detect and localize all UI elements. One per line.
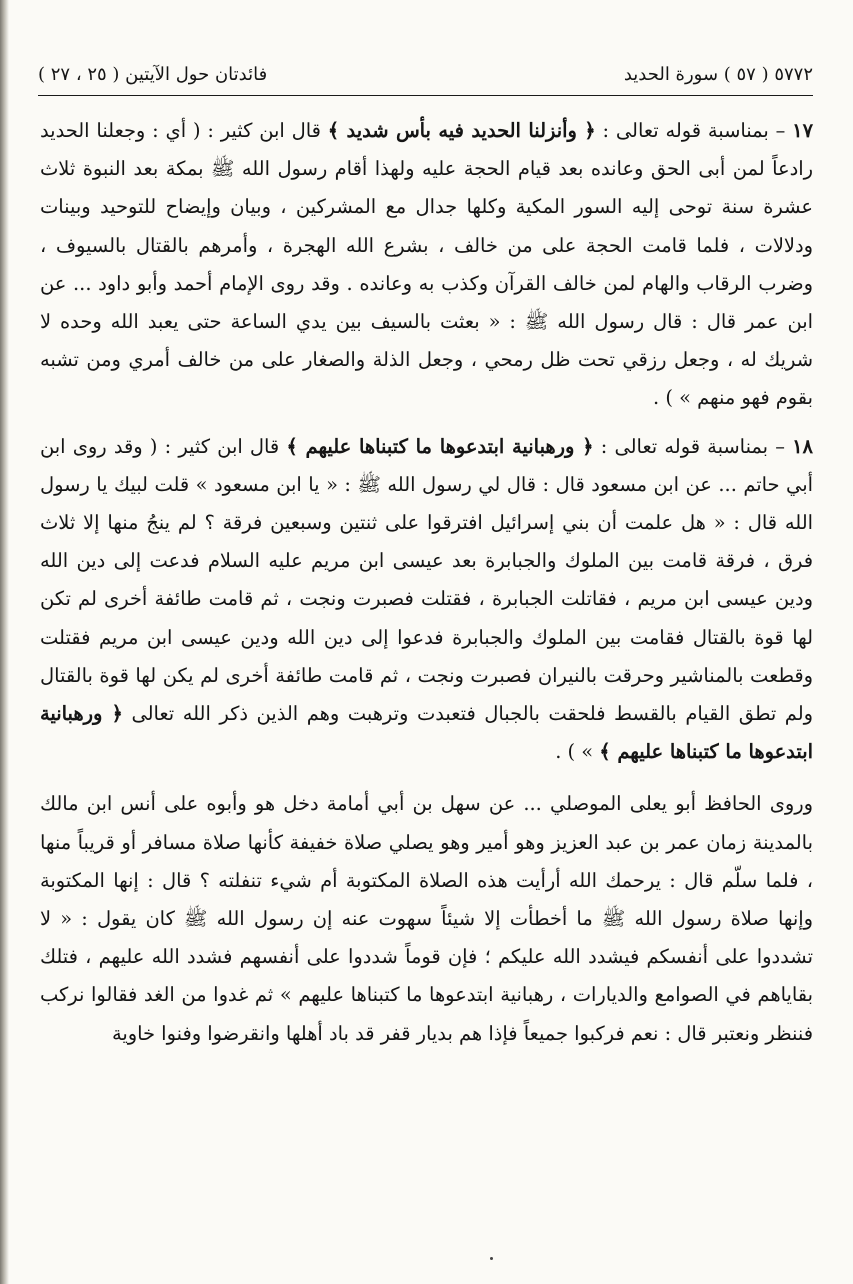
section-18 [40, 428, 813, 772]
header-page-surah: ٥٧٧٢ ( ٥٧ ) سورة الحديد [623, 64, 813, 85]
quran-verse-closing: ﴿ ورهبانية ابتدعوها ما كتبناها عليهم ﴾ [40, 702, 813, 764]
header-topic: فائدتان حول الآيتين ( ٢٥ ، ٢٧ ) [38, 64, 268, 85]
quran-verse: ﴿ وأنزلنا الحديد فيه بأس شديد ﴾ [327, 119, 596, 142]
header-rule [38, 95, 813, 96]
section-intro: – بمناسبة قوله تعالى : [593, 434, 793, 458]
section-tail: » ) . [555, 740, 600, 764]
running-header [38, 58, 813, 92]
page-body [40, 112, 813, 1053]
section-body: قال ابن كثير : ( أي : وجعلنا الحديد رادعاً لمن أبى الحق وعانده بعد قيام الحجة عليه ولهذا أقام رسول الله ﷺ بمكة بعد النبوة ثلاث عشرة سنة توحى إليه السور المكية وكلها جدال مع المشركين ، وبيان وإيضاح للتوحيد وبينات ودلالات ، فلما قامت الحجة على من خالف ، بشرع الله الهجرة ، وأمرهم بالقتال بالسيوف ، وضرب الرقاب والهام لمن خالف القرآن وكذب به وعانده . وقد روى الإمام أحمد وأبو داود ... عن ابن عمر قال : قال رسول الله ﷺ : « بعثت بالسيف بين يدي الساعة حتى يعبد الله وحده لا شريك له ، وجعل رزقي تحت ظل رمحي ، وجعل الذلة والصغار على من خالف أمري ومن تشبه بقوم فهو منهم » ) . [40, 119, 813, 410]
section-number: ١٨ [792, 434, 813, 458]
section-intro: – بمناسبة قوله تعالى : [595, 119, 793, 142]
section-17 [40, 112, 813, 418]
page-binding-edge [0, 0, 9, 1284]
paragraph-abu-yala: وروى الحافظ أبو يعلى الموصلي ... عن سهل بن أبي أمامة دخل هو وأبوه على أنس ابن مالك بالمدينة زمان عمر بن عبد العزيز وهو أمير وهو يصلي صلاة خفيفة كأنها صلاة مسافر أو قريباً منها ، فلما سلّم قال : يرحمك الله أرأيت هذه الصلاة المكتوبة أم شيء تنفلته ؟ قال : إنها المكتوبة وإنها صلاة رسول الله ﷺ ما أخطأت إلا شيئاً سهوت عنه إن رسول الله ﷺ كان يقول : « لا تشددوا على أنفسكم فيشدد الله عليكم ؛ فإن قوماً شددوا على أنفسهم فشدد الله عليهم ، فتلك بقاياهم في الصوامع والديارات ، رهبانية ابتدعوها ما كتبناها عليهم » ثم غدوا من الغد فقالوا نركب فننظر ونعتبر قال : نعم فركبوا جميعاً فإذا هم بديار قفر قد باد أهلها وانقرضوا وفنوا خاوية [40, 792, 813, 1045]
quran-verse: ﴿ ورهبانية ابتدعوها ما كتبناها عليهم ﴾ [286, 434, 594, 458]
page-speck [490, 1257, 493, 1260]
section-body: قال ابن كثير : ( وقد روى ابن أبي حاتم ... عن ابن مسعود قال : قال لي رسول الله ﷺ : « يا ابن مسعود » قلت لبيك يا رسول الله قال : « هل علمت أن بني إسرائيل افترقوا على ثنتين وسبعين فرقة ؟ لم ينجُ منها إلا ثلاث فرق ، فرقة قامت بين الملوك والجبابرة بعد عيسى ابن مريم عليه السلام فدعت إلى دين الله ودين عيسى ابن مريم ، فقاتلت الجبابرة ، فقتلت فصبرت ونجت ، ثم قامت طائفة أخرى لم تكن لها قوة بالقتال فقامت بين الملوك والجبابرة فدعوا إلى دين الله ودين عيسى ابن مريم فقتلت وقطعت بالمناشير وحرقت بالنيران فصبرت ونجت ، ثم قامت طائفة أخرى لم يكن لها قوة بالقتال ولم تطق القيام بالقسط فلحقت بالجبال فتعبدت وترهبت وهم الذين ذكر الله تعالى [40, 434, 813, 726]
section-number: ١٧ [792, 119, 813, 142]
